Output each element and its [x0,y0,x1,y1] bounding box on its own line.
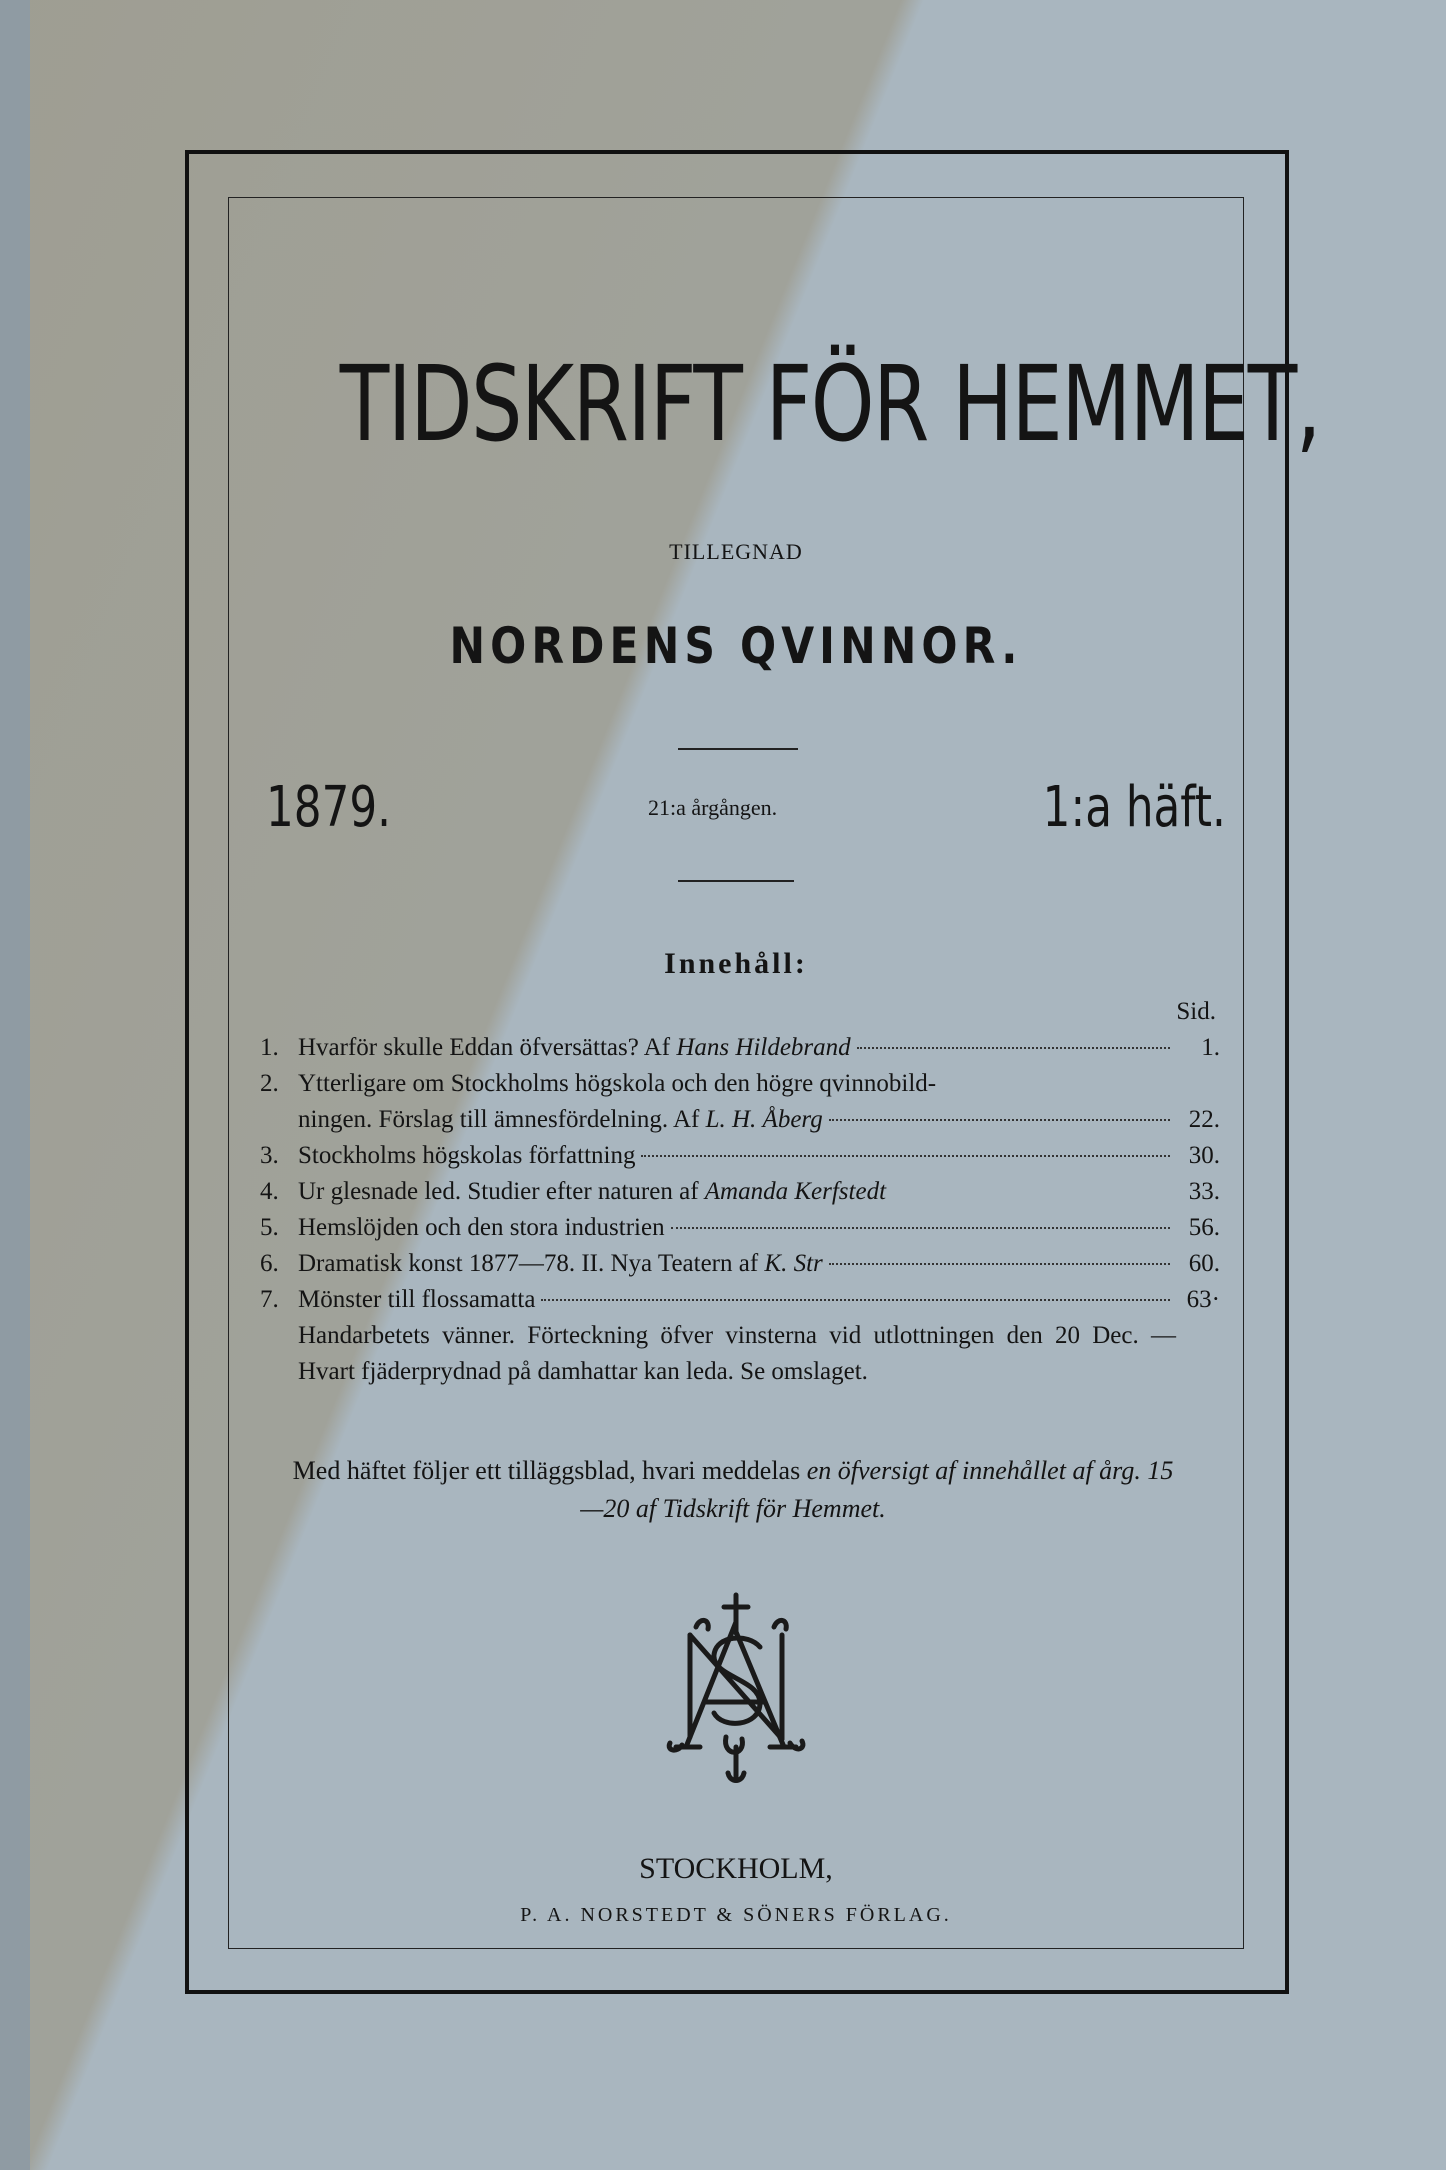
entry-page: 33. [1188,1178,1220,1205]
issue-year: 1879. [266,775,392,840]
page-column-header: Sid. [1176,998,1216,1025]
toc-entry: 3. Stockholms högskolas författning 30. [260,1138,1220,1174]
entry-page: 1. [1201,1034,1220,1061]
entry-author: K. Str [764,1250,823,1277]
toc-entry-continued: ningen. Förslag till ämnesfördelning. Af L. H. Åberg 22. [260,1102,1220,1138]
magazine-cover [30,0,1446,2170]
toc-entry: 7. Mönster till flossamatta 63· [260,1282,1220,1318]
journal-title: TIDSKRIFT FÖR HEMMET, [339,343,1320,465]
entry-author: Hans Hildebrand [676,1034,851,1061]
table-of-contents [260,994,1220,1390]
journal-subtitle: NORDENS QVINNOR. [449,617,1023,675]
divider-bottom [678,880,794,882]
issue-volume: 21:a årgången. [648,795,778,820]
toc-entry: 4. Ur glesnade led. Studier efter naturen af Amanda Kerfstedt 33. [260,1174,1220,1210]
entry-page: 22. [1188,1106,1220,1133]
toc-entry: 6. Dramatisk konst 1877—78. II. Nya Teatern af K. Str 60. [260,1246,1220,1282]
contents-note: Handarbetets vänner. Förteckning öfver vinsterna vid utlottningen den 20 Dec. — Hvart fjäderprydnad på damhattar kan leda. Se omslaget. [298,1322,1176,1385]
imprint-publisher: P. A. NORSTEDT & SÖNERS FÖRLAG. [520,1904,952,1926]
insert-notice: Med häftet följer ett tilläggsblad, hvari meddelas en öfversigt af innehållet af årg. 15—20 af Tidskrift för Hemmet. [292,1456,1174,1523]
dedication-line: TILLEGNAD [669,539,803,564]
contents-heading: Innehåll: [664,947,808,980]
issue-number: 1:a häft. [1042,775,1226,840]
entry-page: 60. [1188,1250,1220,1277]
entry-page: 56. [1188,1214,1220,1241]
publisher-monogram-icon [656,1587,816,1787]
imprint-city: STOCKHOLM, [639,1852,833,1885]
entry-page: 63· [1186,1286,1220,1313]
cover-content [228,197,1320,1949]
toc-entry: 1. Hvarför skulle Eddan öfversättas? Af Hans Hildebrand 1. [260,1030,1220,1066]
entry-page: 30. [1188,1142,1220,1169]
toc-entry: 2. Ytterligare om Stockholms högskola och den högre qvinnobild- [260,1070,937,1097]
divider-top [678,748,798,750]
entry-author: Amanda Kerfstedt [704,1178,887,1205]
issue-info [228,775,1244,845]
entry-author: L. H. Åberg [705,1106,823,1133]
toc-entry: 5. Hemslöjden och den stora industrien 56. [260,1210,1220,1246]
